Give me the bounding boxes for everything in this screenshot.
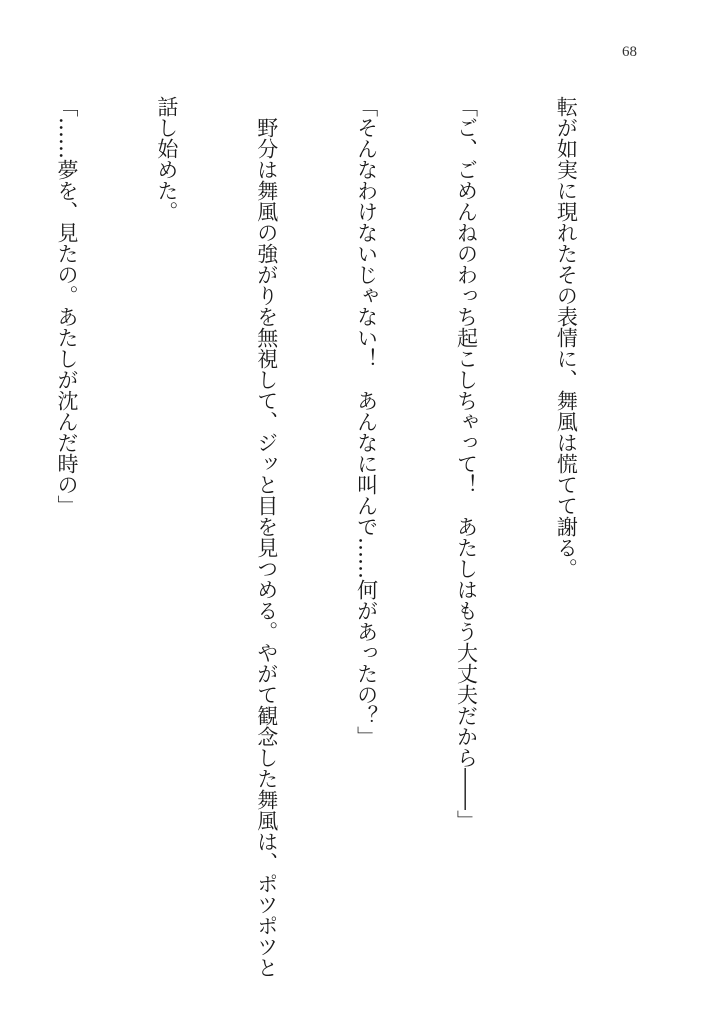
text-line: 野分は舞風の強がりを無視して、ジッと目を見つめる。やがて観念した舞風は、ポツポツと: [254, 96, 279, 978]
text-line: 「……夢を、見たの。あたしが沈んだ時の」: [54, 96, 79, 516]
novel-text-body: [0, 96, 649, 976]
text-line: 「ご、ごめんねのわっち起こしちゃって！ あたしはもう大丈夫だから――」: [454, 96, 479, 831]
text-line: 「そんなわけないじゃない！ あんなに叫んで……何があったの？」: [354, 96, 379, 747]
page-number: 68: [622, 44, 637, 60]
text-line: 転が如実に現れたその表情に、舞風は慌てて謝る。: [554, 96, 579, 579]
text-line: 話し始めた。: [154, 96, 179, 222]
